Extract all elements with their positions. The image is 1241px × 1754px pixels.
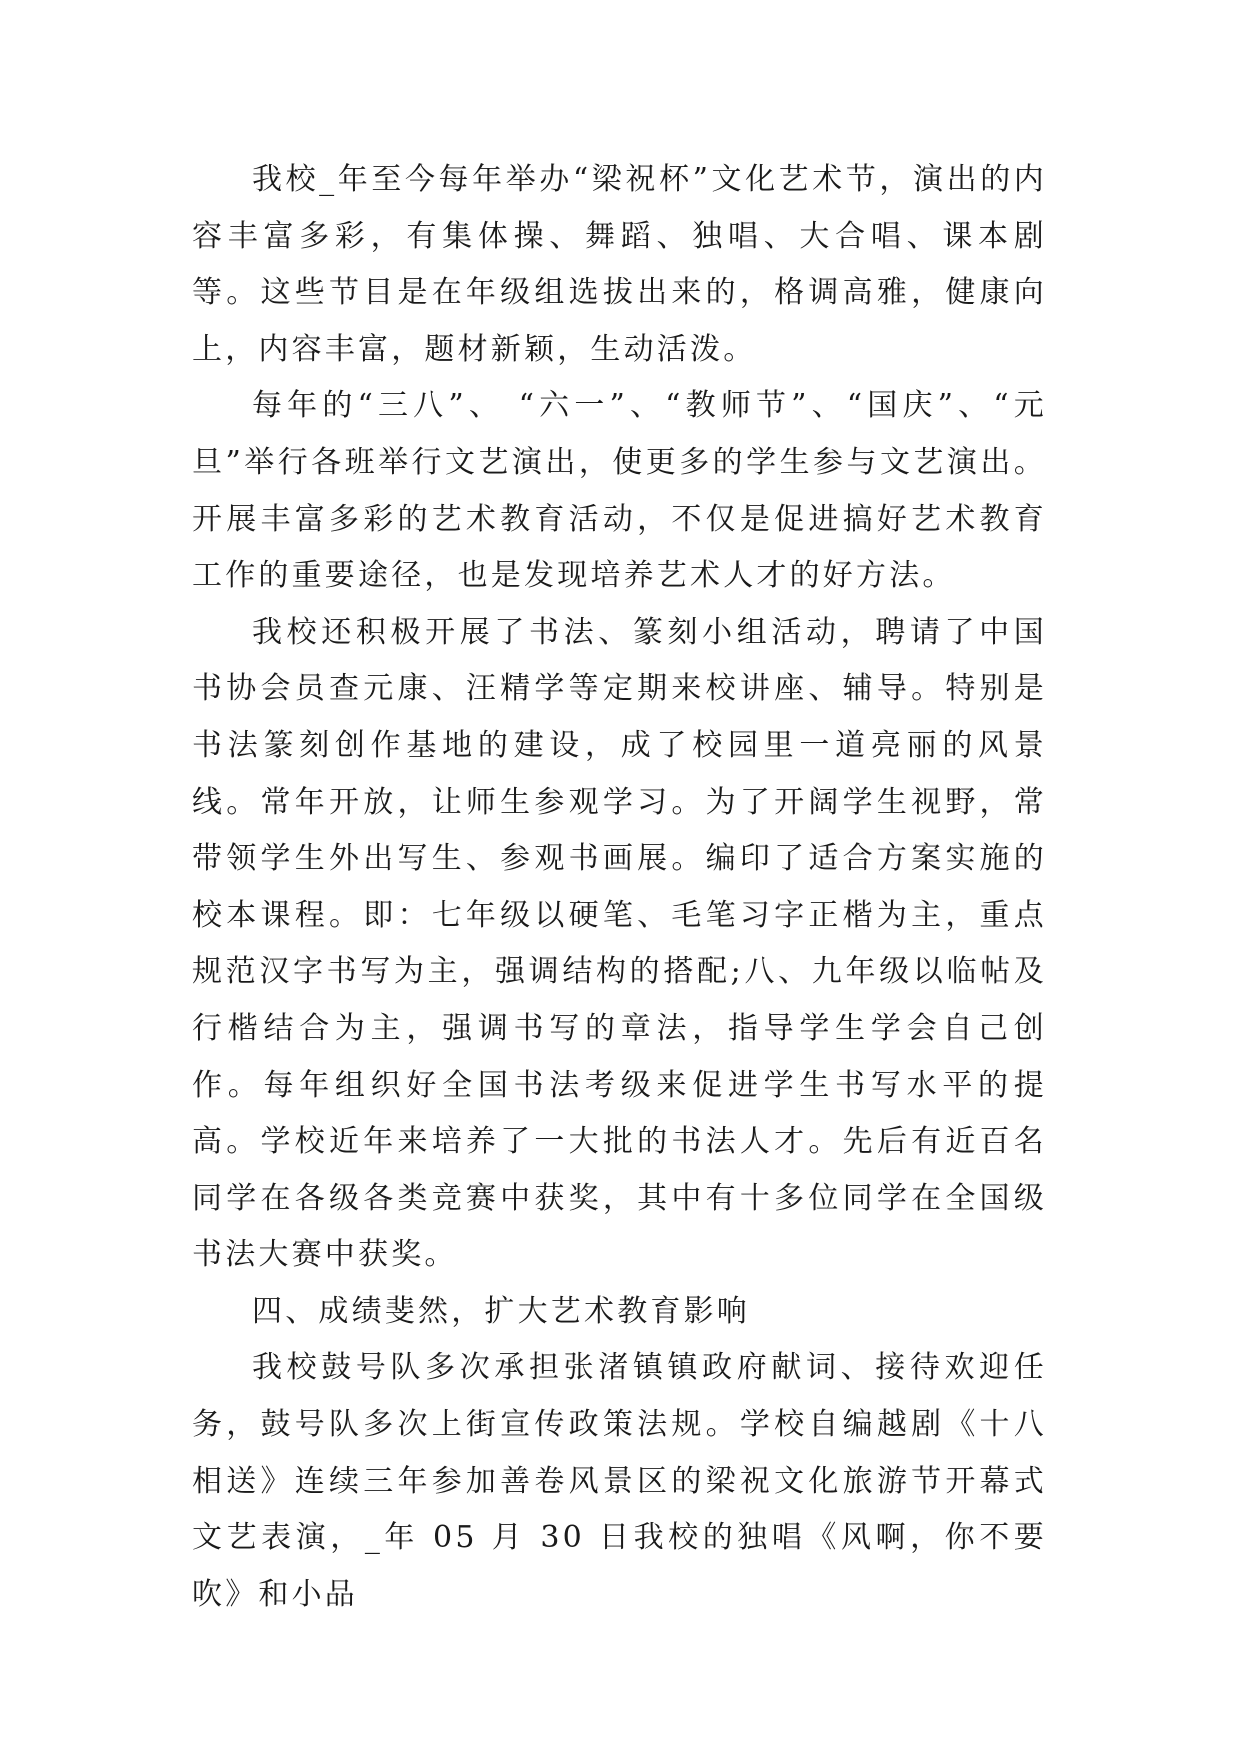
paragraph-art-festival: 我校_年至今每年举办“梁祝杯”文化艺术节，演出的内容丰富多彩，有集体操、舞蹈、独唱、大合唱、课本剧等。这些节目是在年级组选拔出来的，格调高雅，健康向上，内容丰富，题材新颖，生动活泼。 (192, 162, 1047, 367)
document-body (192, 152, 1047, 1623)
section-heading-achievements: 四、成绩斐然，扩大艺术教育影响 (252, 1293, 750, 1329)
paragraph-drum-team: 我校鼓号队多次承担张渚镇镇政府献词、接待欢迎任务，鼓号队多次上街宣传政策法规。学校自编越剧《十八相送》连续三年参加善卷风景区的梁祝文化旅游节开幕式文艺表演，_年 05 月 30 日我校的独唱《风啊，你不要吹》和小品 (192, 1350, 1047, 1612)
paragraph-holiday-performances: 每年的“三八”、 “六一”、“教师节”、“国庆”、“元旦”举行各班举行文艺演出，使更多的学生参与文艺演出。开展丰富多彩的艺术教育活动，不仅是促进搞好艺术教育工作的重要途径，也是发现培养艺术人才的好方法。 (192, 388, 1047, 594)
paragraph-calligraphy: 我校还积极开展了书法、篆刻小组活动，聘请了中国书协会员查元康、汪精学等定期来校讲座、辅导。特别是书法篆刻创作基地的建设，成了校园里一道亮丽的风景线。常年开放，让师生参观学习。为了开阔学生视野，常带领学生外出写生、参观书画展。编印了适合方案实施的校本课程。即：七年级以硬笔、毛笔习字正楷为主，重点规范汉字书写为主，强调结构的搭配;八、九年级以临帖及行楷结合为主，强调书写的章法，指导学生学会自己创作。每年组织好全国书法考级来促进学生书写水平的提高。学校近年来培养了一大批的书法人才。先后有近百名同学在各级各类竞赛中获奖，其中有十多位同学在全国级书法大赛中获奖。 (192, 614, 1047, 1273)
